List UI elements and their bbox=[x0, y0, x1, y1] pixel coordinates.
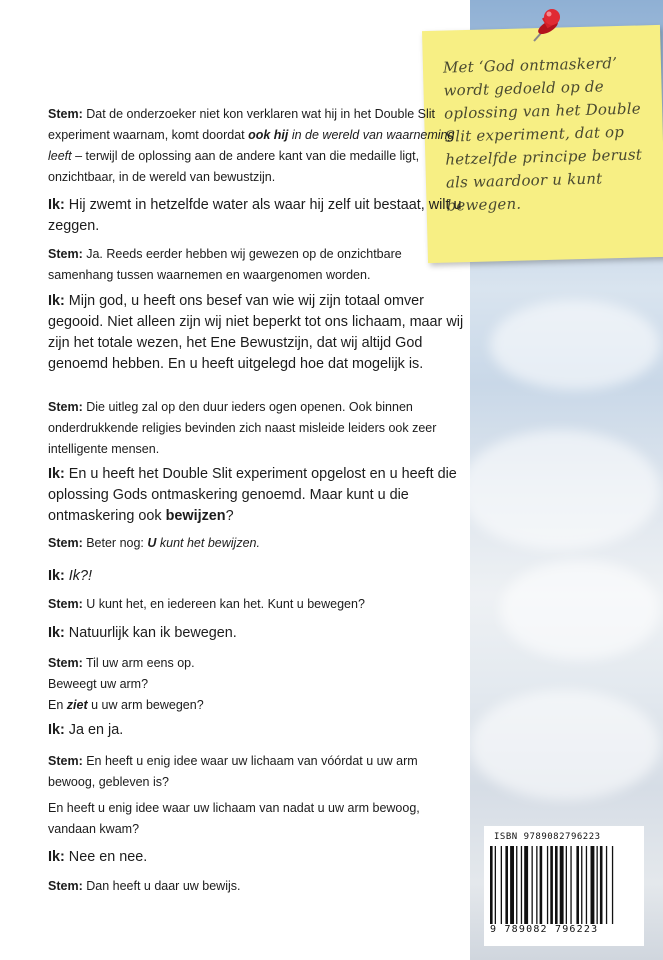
barcode-bar bbox=[600, 846, 603, 924]
speaker-label: Ik: bbox=[48, 568, 65, 584]
barcode-bar bbox=[540, 846, 543, 924]
barcode-bar bbox=[495, 846, 496, 924]
paragraph: Ik: En u heeft het Double Slit experiment opgelost en u heeft die oplossing Gods ontmaskering genoemd. Maar kunt u die ontmaskering ook bewijzen? bbox=[48, 466, 457, 524]
paragraph: Ik: Mijn god, u heeft ons besef van wie wij zijn totaal omver gegooid. Niet alleen zijn wij niet beperkt tot ons lichaam, maar wij zijn het totale wezen, het Ene Bewustzijn, dat wij altijd God genoemd hebben. En u heeft uitgelegd hoe dat mogelijk is. bbox=[48, 293, 464, 372]
barcode-bars bbox=[490, 846, 638, 924]
barcode-bar bbox=[505, 846, 508, 924]
barcode-bar bbox=[606, 846, 607, 924]
isbn-label: ISBN 9789082796223 bbox=[494, 832, 601, 842]
speaker-label: Stem: bbox=[48, 400, 83, 414]
barcode-bar bbox=[550, 846, 553, 924]
speaker-label: Ik: bbox=[48, 293, 65, 309]
paragraph: Stem: Dan heeft u daar uw bewijs. bbox=[48, 879, 241, 893]
barcode-bar bbox=[566, 846, 567, 924]
pushpin-icon bbox=[530, 8, 564, 42]
speaker-label: Stem: bbox=[48, 754, 83, 768]
barcode-bar bbox=[570, 846, 571, 924]
barcode-bar bbox=[521, 846, 522, 924]
barcode-bar bbox=[576, 846, 579, 924]
speaker-label: Ik: bbox=[48, 722, 65, 738]
paragraph: Stem: U kunt het, en iedereen kan het. Kunt u bewegen? bbox=[48, 597, 365, 611]
paragraph: Ik: Ja en ja. bbox=[48, 722, 124, 738]
paragraph: Stem: Die uitleg zal op den duur ieders ogen openen. Ook binnen onderdrukkende religies bevinden zich naast misleide leiders ook zeer intelligente mensen. bbox=[48, 400, 437, 456]
barcode-bar bbox=[612, 846, 613, 924]
paragraph: Stem: Ja. Reeds eerder hebben wij gewezen op de onzichtbare samenhang tussen waarnemen en waargenomen worden. bbox=[48, 247, 402, 282]
paragraph: En heeft u enig idee waar uw lichaam van nadat u uw arm bewoog, vandaan kwam? bbox=[48, 801, 420, 836]
barcode-bar bbox=[581, 846, 582, 924]
barcode-bar bbox=[501, 846, 502, 924]
paragraph: Stem: En heeft u enig idee waar uw lichaam van vóórdat u uw arm bewoog, gebleven is? bbox=[48, 754, 418, 789]
speaker-label: Stem: bbox=[48, 597, 83, 611]
speaker-label: Stem: bbox=[48, 536, 83, 550]
barcode-bar bbox=[516, 846, 517, 924]
paragraph: Ik: Hij zwemt in hetzelfde water als waar hij zelf uit bestaat, wilt u zeggen. bbox=[48, 197, 462, 234]
barcode-bar bbox=[490, 846, 493, 924]
paragraph: Ik: Ik?! bbox=[48, 568, 92, 584]
speaker-label: Stem: bbox=[48, 247, 83, 261]
barcode-bar bbox=[597, 846, 598, 924]
speaker-label: Ik: bbox=[48, 466, 65, 482]
speaker-label: Stem: bbox=[48, 107, 83, 121]
speaker-label: Ik: bbox=[48, 197, 65, 213]
paragraph: Stem: Beter nog: U kunt het bewijzen. bbox=[48, 536, 260, 550]
barcode-number: 9 789082 796223 bbox=[490, 924, 599, 935]
sticky-note-text: Met ‘God ontmaskerd’ wordt gedoeld op de oplossing van het Double Slit experiment, dat op hetzelfde principe berust als waardoor u kunt bewegen. bbox=[442, 54, 643, 215]
barcode-bar bbox=[591, 846, 595, 924]
barcode-bar bbox=[510, 846, 514, 924]
barcode-bar bbox=[547, 846, 548, 924]
paragraph: Stem: Til uw arm eens op. Beweegt uw arm? En ziet u uw arm bewegen? bbox=[48, 656, 204, 712]
barcode-bar bbox=[524, 846, 528, 924]
speaker-label: Ik: bbox=[48, 849, 65, 865]
speaker-label: Stem: bbox=[48, 656, 83, 670]
barcode-bar bbox=[555, 846, 558, 924]
isbn-barcode bbox=[484, 826, 644, 946]
paragraph: Ik: Nee en nee. bbox=[48, 849, 148, 865]
barcode-bar bbox=[586, 846, 587, 924]
paragraph: Ik: Natuurlijk kan ik bewegen. bbox=[48, 625, 237, 641]
barcode-bar bbox=[532, 846, 533, 924]
speaker-label: Stem: bbox=[48, 879, 83, 893]
speaker-label: Ik: bbox=[48, 625, 65, 641]
barcode-bar bbox=[560, 846, 564, 924]
paragraph: Stem: Dat de onderzoeker niet kon verklaren wat hij in het Double Slit experiment waarnam, komt doordat ook hij in de wereld van waarneming leeft – terwijl de oplossing aan de andere kant van die medaille ligt, onzichtbaar, in de wereld van bewustzijn. bbox=[48, 107, 455, 184]
barcode-bar bbox=[536, 846, 537, 924]
